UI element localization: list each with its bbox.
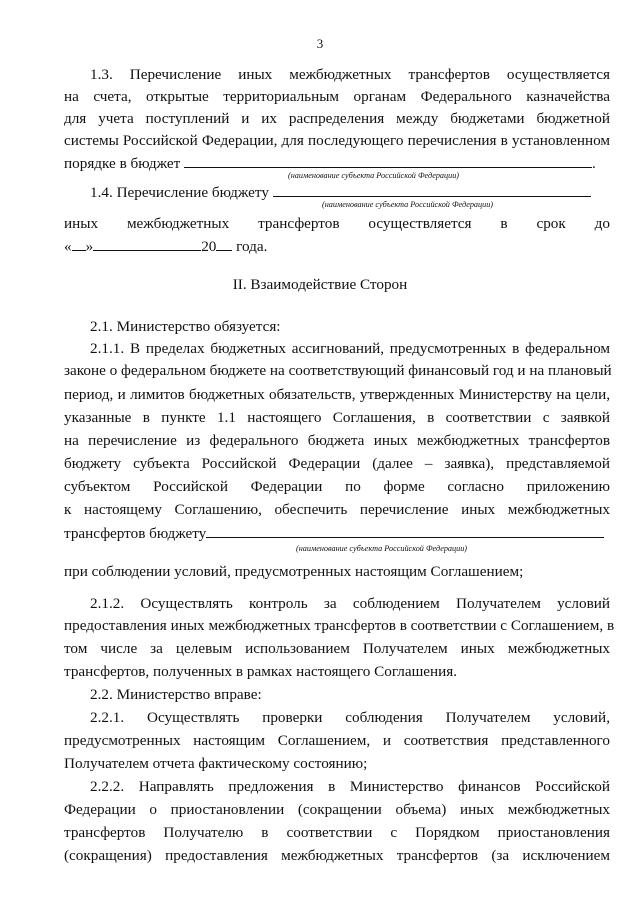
budget-name-blank-3 bbox=[206, 524, 604, 538]
clause-2-1-1-line: субъектом Российской Федерации по форме согласно приложению bbox=[64, 478, 610, 495]
clause-1-3-suffix: . bbox=[592, 155, 596, 172]
date-quote-open: « bbox=[64, 238, 72, 255]
clause-1-3-line-4: системы Российской Федерации, для последующего перечисления в установленном bbox=[64, 132, 610, 149]
month-blank bbox=[93, 237, 201, 251]
year-prefix: 20 bbox=[201, 238, 217, 255]
clause-2-1-2-line: предоставления иных межбюджетных трансфертов в соответствии с Соглашением, в bbox=[64, 617, 615, 634]
clause-1-3-line-2: на счета, открытые территориальным органам Федерального казначейства bbox=[64, 88, 610, 105]
caption-subject-name-3: (наименование субъекта Российской Федерации) bbox=[296, 544, 468, 553]
date-quote-close: » bbox=[85, 238, 94, 255]
clause-2-1-1-last-line bbox=[64, 524, 610, 543]
clause-2-1-1-line: 2.1.1. В пределах бюджетных ассигнований, предусмотренных в федеральном bbox=[90, 340, 610, 357]
clause-2-1-1-line: бюджету субъекта Российской Федерации (далее – заявка), представляемой bbox=[64, 455, 610, 472]
clause-2-1-2-line: трансфертов, полученных в рамках настоящего Соглашения. bbox=[64, 663, 458, 680]
clause-2-2-1-line: 2.2.1. Осуществлять проверки соблюдения Получателем условий, bbox=[90, 709, 610, 726]
clause-2-1-heading: 2.1. Министерство обязуется: bbox=[90, 318, 281, 335]
clause-1-3-line-1: 1.3. Перечисление иных межбюджетных трансфертов осуществляется bbox=[90, 66, 610, 83]
clause-2-2-heading: 2.2. Министерство вправе: bbox=[90, 686, 262, 703]
clause-1-3-prefix: порядке в бюджет bbox=[64, 155, 181, 172]
clause-2-1-1-line: период, и лимитов бюджетных обязательств, утвержденных Министерству на цели, bbox=[64, 386, 610, 403]
clause-2-1-2-line: том числе за целевым использованием Получателем иных межбюджетных bbox=[64, 640, 610, 657]
clause-2-2-2-line: Федерации о приостановлении (сокращении объема) иных межбюджетных bbox=[64, 801, 610, 818]
clause-1-4-prefix: 1.4. Перечисление бюджету bbox=[90, 184, 269, 201]
clause-2-1-2-line: 2.1.2. Осуществлять контроль за соблюдением Получателем условий bbox=[90, 595, 610, 612]
section-2-title: II. Взаимодействие Сторон bbox=[232, 276, 408, 293]
budget-name-blank-2 bbox=[273, 183, 591, 197]
clause-2-2-1-line: предусмотренных настоящим Соглашением, и соответствия представленного bbox=[64, 732, 610, 749]
clause-2-2-1-line: Получателем отчета фактическому состоянию; bbox=[64, 755, 368, 772]
day-blank bbox=[72, 237, 86, 251]
clause-2-2-2-line: (сокращения) предоставления межбюджетных трансфертов (за исключением bbox=[64, 847, 610, 864]
budget-name-blank-1 bbox=[184, 154, 592, 168]
clause-1-3-line-3: для учета поступлений и их распределения между бюджетами бюджетной bbox=[64, 110, 610, 127]
clause-1-4-line-2: иных межбюджетных трансфертов осуществляется в срок до bbox=[64, 215, 610, 232]
clause-2-1-1-line: на перечисление из федерального бюджета иных межбюджетных трансфертов bbox=[64, 432, 610, 449]
clause-2-1-1-line: к настоящему Соглашению, обеспечить перечисление иных межбюджетных bbox=[64, 501, 610, 518]
clause-1-4-line-3 bbox=[64, 237, 610, 256]
clause-2-1-1-tail: при соблюдении условий, предусмотренных настоящим Соглашением; bbox=[64, 563, 524, 580]
caption-subject-name-2: (наименование субъекта Российской Федерации) bbox=[322, 200, 494, 209]
clause-2-1-1-line: указанные в пункте 1.1 настоящего Соглашения, в соответствии с заявкой bbox=[64, 409, 610, 426]
clause-2-1-1-prefix: трансфертов бюджету bbox=[64, 525, 207, 542]
clause-2-2-2-line: трансфертов Получателю в соответствии с Порядком приостановления bbox=[64, 824, 610, 841]
clause-2-1-1-line: законе о федеральном бюджете на соответствующий финансовый год и на плановый bbox=[64, 362, 612, 379]
page-number: 3 bbox=[316, 36, 324, 51]
caption-subject-name-1: (наименование субъекта Российской Федерации) bbox=[288, 171, 460, 180]
year-suffix: года. bbox=[236, 238, 268, 255]
clause-2-2-2-line: 2.2.2. Направлять предложения в Министерство финансов Российской bbox=[90, 778, 610, 795]
year-blank bbox=[216, 237, 232, 251]
